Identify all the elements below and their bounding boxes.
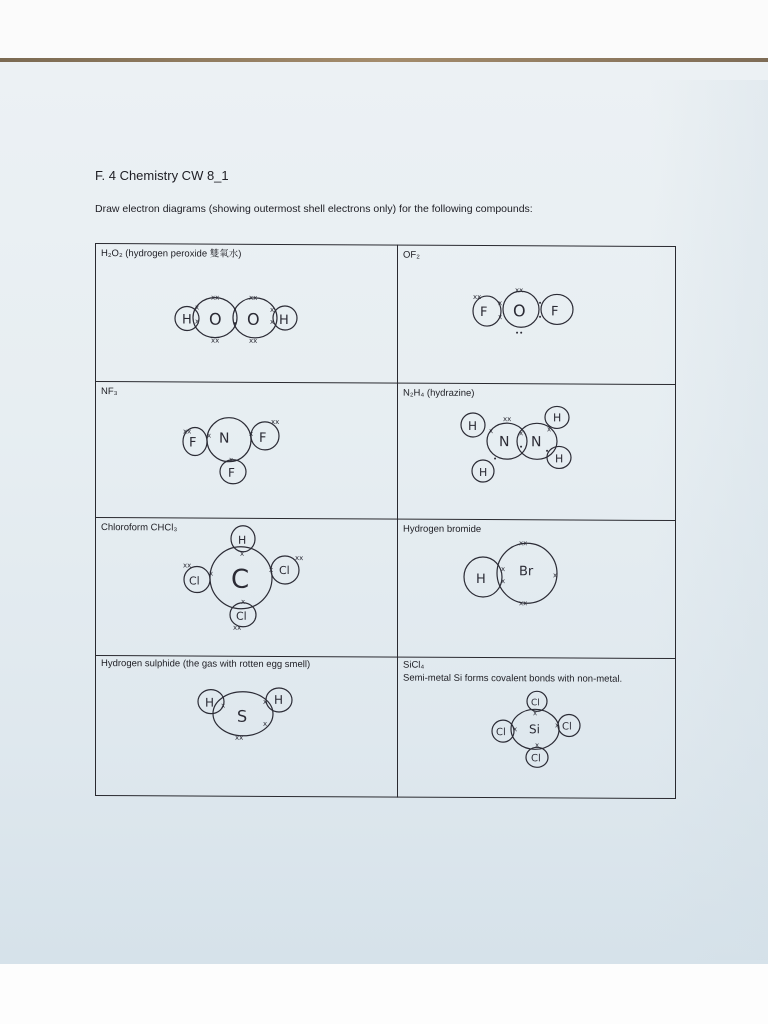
compound-table	[95, 243, 676, 799]
sicl4-electron-diagram	[489, 691, 589, 772]
n2h4-atom-h1: H	[468, 418, 478, 434]
table-column-divider	[397, 245, 398, 798]
background-bottom	[0, 964, 768, 1024]
nf3-electron-diagram	[181, 413, 291, 489]
svg-text:x: x	[221, 701, 226, 710]
h2o2-atom-h1: H	[182, 312, 192, 328]
svg-text:xx: xx	[249, 336, 258, 345]
svg-text:•: •	[519, 443, 524, 452]
h2o2-atom-o2: O	[247, 309, 260, 329]
chcl3-atom-cl1: Cl	[189, 574, 200, 588]
h2s-atom-s: S	[237, 706, 248, 726]
chcl3-electron-diagram	[183, 523, 313, 634]
sicl4-atom-si: Si	[529, 722, 540, 737]
svg-text:xx: xx	[183, 561, 192, 570]
of2-electron-diagram	[471, 286, 581, 340]
svg-text:x: x	[240, 549, 245, 558]
svg-text:•: •	[538, 313, 543, 322]
svg-text:x: x	[241, 597, 246, 606]
svg-text:x: x	[263, 697, 268, 706]
svg-text:x: x	[555, 721, 560, 730]
sicl4-atom-cl3: Cl	[562, 721, 572, 733]
cell-label-h2o2: H₂O₂ (hydrogen peroxide 雙氧水)	[101, 248, 242, 260]
svg-text:xx: xx	[233, 623, 242, 632]
svg-text:xx: xx	[235, 733, 244, 742]
n2h4-electron-diagram	[459, 405, 609, 488]
cell-label-of2: OF₂	[403, 249, 420, 261]
svg-text:x: x	[547, 425, 552, 434]
n2h4-atom-n2: N	[531, 434, 542, 451]
svg-text:x: x	[533, 709, 538, 718]
background-top	[0, 0, 768, 58]
svg-text:x: x	[501, 577, 506, 586]
sicl4-atom-cl1: Cl	[531, 698, 540, 709]
svg-text:•: •	[233, 305, 238, 314]
n2h4-atom-h3: H	[555, 452, 564, 466]
svg-text:xx: xx	[295, 554, 304, 563]
sicl4-atom-cl4: Cl	[531, 753, 541, 765]
svg-text:•: •	[493, 455, 498, 464]
nf3-atom-f1: F	[189, 435, 197, 451]
svg-text:•: •	[538, 299, 543, 308]
svg-text:x: x	[270, 317, 275, 326]
svg-text:x: x	[269, 565, 274, 574]
svg-text:x: x	[249, 429, 254, 438]
cell-label-nf3: NF₃	[101, 386, 118, 398]
cell-label-hbr: Hydrogen bromide	[403, 523, 482, 536]
svg-text:x: x	[195, 317, 200, 326]
of2-atom-o: O	[513, 301, 526, 321]
of2-atom-f2: F	[551, 304, 559, 320]
svg-text:xx: xx	[249, 293, 258, 302]
h2s-atom-h1: H	[205, 695, 215, 710]
table-border-right	[675, 246, 676, 799]
svg-text:x: x	[501, 565, 506, 574]
cell-note-sicl4: Semi-metal Si forms covalent bonds with non-metal.	[403, 672, 623, 685]
svg-text:x: x	[498, 299, 503, 308]
nf3-atom-f2: F	[259, 430, 267, 446]
h2s-electron-diagram	[197, 682, 297, 743]
svg-text:•: •	[233, 319, 238, 328]
svg-text:xx: xx	[473, 292, 482, 302]
svg-text:xx: xx	[211, 336, 220, 345]
chcl3-atom-c: C	[231, 564, 250, 595]
nf3-atom-f3: F	[228, 465, 235, 480]
h2s-atom-h2: H	[274, 692, 284, 707]
cell-label-chcl3: Chloroform CHCl₃	[101, 522, 178, 534]
svg-text:••: ••	[515, 329, 524, 338]
hbr-electron-diagram	[463, 539, 563, 610]
svg-text:x: x	[553, 571, 558, 580]
svg-text:xx: xx	[211, 293, 220, 302]
of2-atom-f1: F	[480, 305, 488, 321]
svg-text:x: x	[498, 313, 503, 322]
svg-text:x: x	[519, 429, 524, 438]
svg-text:x: x	[229, 455, 234, 464]
svg-text:xx: xx	[271, 417, 280, 426]
worksheet-title: F. 4 Chemistry CW 8_1	[95, 168, 229, 183]
svg-text:xx: xx	[183, 427, 192, 436]
hbr-atom-br: Br	[519, 564, 534, 580]
svg-text:x: x	[535, 741, 540, 750]
svg-text:x: x	[263, 719, 268, 728]
svg-text:x: x	[207, 431, 212, 440]
paper-top-edge	[0, 58, 768, 62]
worksheet-instructions: Draw electron diagrams (showing outermost shell electrons only) for the following compounds:	[95, 203, 533, 215]
n2h4-atom-n1: N	[499, 434, 510, 451]
sicl4-atom-cl2: Cl	[496, 727, 506, 739]
chcl3-atom-h: H	[238, 533, 247, 547]
cell-label-h2s: Hydrogen sulphide (the gas with rotten egg smell)	[101, 658, 311, 671]
n2h4-atom-h4: H	[479, 466, 488, 480]
hbr-atom-h: H	[476, 571, 486, 588]
cell-label-n2h4: N₂H₄ (hydrazine)	[403, 387, 475, 399]
svg-text:x: x	[209, 569, 214, 578]
svg-text:xx: xx	[519, 539, 528, 548]
h2o2-atom-o1: O	[209, 309, 222, 329]
n2h4-atom-h2: H	[553, 411, 562, 425]
table-row-divider-1	[95, 381, 676, 385]
svg-text:•: •	[545, 447, 550, 456]
h2o2-electron-diagram	[173, 289, 313, 350]
svg-text:x: x	[195, 303, 200, 312]
svg-text:xx: xx	[519, 599, 528, 608]
h2o2-atom-h2: H	[279, 312, 289, 329]
chcl3-atom-cl3: Cl	[236, 609, 247, 623]
svg-text:x: x	[489, 427, 494, 436]
cell-label-sicl4: SiCl₄	[403, 659, 425, 671]
table-border-left	[95, 243, 96, 796]
chcl3-atom-cl2: Cl	[279, 563, 290, 578]
svg-text:xx: xx	[503, 415, 512, 424]
nf3-atom-n: N	[219, 430, 230, 447]
svg-text:xx: xx	[515, 286, 524, 295]
svg-text:x: x	[513, 725, 518, 734]
table-row-divider-2	[95, 517, 676, 521]
svg-text:x: x	[270, 305, 275, 314]
